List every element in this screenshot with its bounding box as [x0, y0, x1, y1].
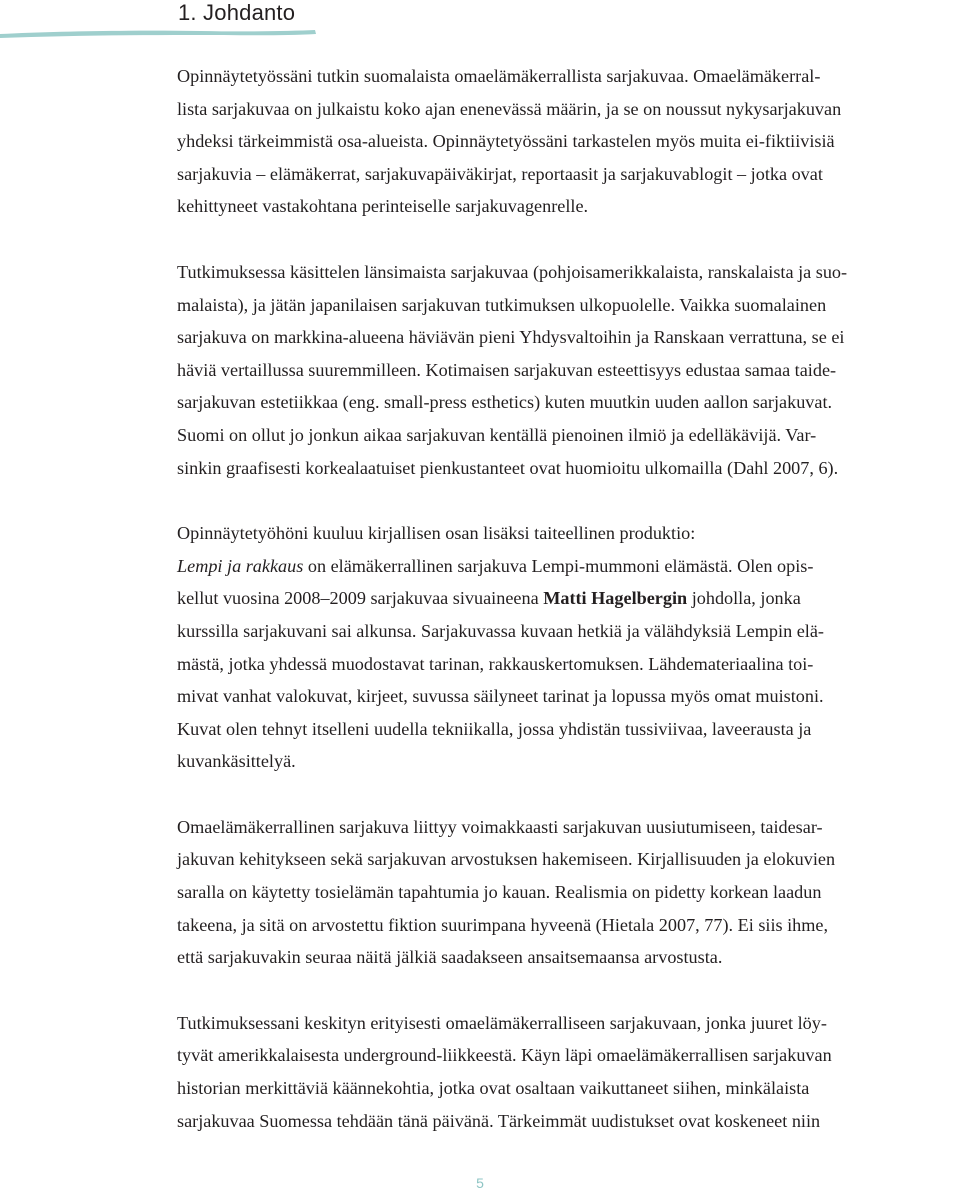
teacher-name: Matti Hagelbergin — [543, 588, 688, 609]
text-line: kehittyneet vastakohtana perinteiselle sarjakuvagenrelle. — [177, 196, 589, 217]
text-line: Tutkimuksessani keskityn erityisesti omaelämäkerralliseen sarjakuvaan, jonka juuret löy- — [177, 1012, 827, 1033]
paragraph-3 — [177, 517, 957, 778]
text-line: jakuvan kehitykseen sekä sarjakuvan arvostuksen hakemiseen. Kirjallisuuden ja elokuvien — [177, 849, 836, 870]
text-line: että sarjakuvakin seuraa näitä jälkiä saadakseen ansaitsemaansa arvostusta. — [177, 947, 723, 968]
text-line: yhdeksi tärkeimmistä osa-alueista. Opinnäytetyössäni tarkastelen myös muita ei-fiktiivisiä — [177, 131, 835, 152]
text-line: sarjakuvia – elämäkerrat, sarjakuvapäiväkirjat, reportaasit ja sarjakuvablogit – jotka ovat — [177, 163, 823, 184]
text-line: mivat vanhat valokuvat, kirjeet, suvussa säilyneet tarinat ja lopussa myös omat muistoni. — [177, 686, 824, 707]
text-segment: kellut vuosina 2008–2009 sarjakuvaa sivuaineena — [177, 588, 544, 609]
text-line: malaista), ja jätän japanilaisen sarjakuvan tutkimuksen ulkopuolelle. Vaikka suomalainen — [177, 294, 827, 315]
text-line: takeena, ja sitä on arvostettu fiktion suurimpana hyveenä (Hietala 2007, 77). Ei siis ihme, — [177, 914, 829, 935]
text-line: häviä vertaillussa suuremmilleen. Kotimaisen sarjakuvan esteettisyys edustaa samaa taide- — [177, 359, 837, 380]
page-title: 1. Johdanto — [178, 0, 296, 25]
text-line: Omaelämäkerrallinen sarjakuva liittyy voimakkaasti sarjakuvan uusiutumiseen, taidesar- — [177, 816, 823, 837]
heading-underline — [0, 25, 320, 41]
text-line: tyvät amerikkalaisesta underground-liikkeestä. Käyn läpi omaelämäkerrallisen sarjakuvan — [177, 1045, 832, 1066]
text-line: Opinnäytetyössäni tutkin suomalaista omaelämäkerrallista sarjakuvaa. Omaelämäkerral- — [177, 66, 821, 86]
text-line — [177, 582, 957, 615]
body-text — [177, 60, 957, 1170]
text-line: kuvankäsittelyä. — [177, 751, 296, 772]
paragraph-5 — [177, 1007, 957, 1137]
text-line: kurssilla sarjakuvani sai alkunsa. Sarjakuvassa kuvaan hetkiä ja välähdyksiä Lempin elä- — [177, 620, 824, 641]
text-line — [177, 550, 957, 583]
text-line: saralla on käytetty tosielämän tapahtumia jo kauan. Realismia on pidetty korkean laadun — [177, 882, 822, 903]
paragraph-2 — [177, 256, 957, 484]
text-line: sarjakuvan estetiikkaa (eng. small-press esthetics) kuten muutkin uuden aallon sarjakuvat. — [177, 392, 833, 413]
text-segment: on elämäkerrallinen sarjakuva Lempi-mummoni elämästä. Olen opis- — [303, 555, 814, 576]
text-line: Tutkimuksessa käsittelen länsimaista sarjakuvaa (pohjoisamerikkalaista, ranskalaista ja suo- — [177, 261, 848, 282]
paragraph-1 — [177, 60, 957, 223]
text-line: sarjakuvaa Suomessa tehdään tänä päivänä. Tärkeimmät uudistukset ovat koskeneet niin — [177, 1110, 821, 1131]
text-segment: johdolla, jonka — [687, 588, 801, 609]
text-line: Kuvat olen tehnyt itselleni uudella tekniikalla, jossa yhdistän tussiviivaa, laveerausta ja — [177, 718, 812, 739]
text-line: Suomi on ollut jo jonkun aikaa sarjakuvan kentällä pienoinen ilmiö ja edelläkävijä. Var- — [177, 424, 817, 445]
text-line: sinkin graafisesti korkealaatuiset pienkustanteet ovat huomioitu ulkomailla (Dahl 2007, 6). — [177, 457, 839, 478]
text-line: lista sarjakuvaa on julkaistu koko ajan enenevässä määrin, ja se on noussut nykysarjakuvan — [177, 98, 842, 119]
artwork-title: Lempi ja rakkaus — [177, 555, 304, 576]
text-line: Opinnäytetyöhöni kuuluu kirjallisen osan lisäksi taiteellinen produktio: — [177, 523, 696, 544]
text-line: mästä, jotka yhdessä muodostavat tarinan, rakkauskertomuksen. Lähdemateriaalina toi- — [177, 653, 814, 674]
text-line: sarjakuva on markkina-alueena häviävän pieni Yhdysvaltoihin ja Ranskaan verrattuna, se ei — [177, 327, 845, 348]
text-line: historian merkittäviä käännekohtia, jotka ovat osaltaan vaikuttaneet siihen, minkälaista — [177, 1078, 810, 1099]
paragraph-4 — [177, 811, 957, 974]
page-number: 5 — [476, 1175, 484, 1191]
